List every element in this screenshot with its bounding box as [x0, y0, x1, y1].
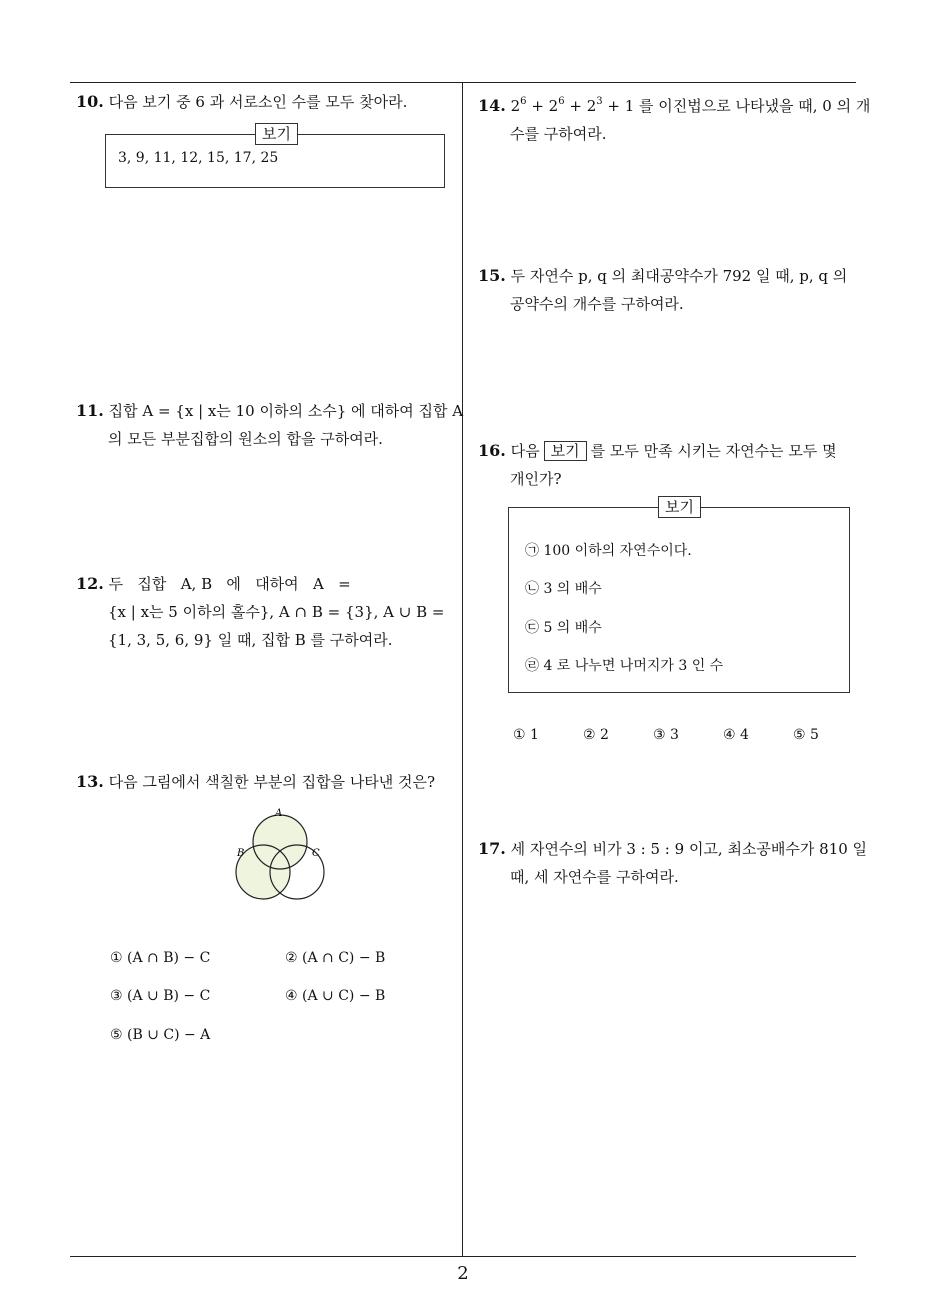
question-text: 다음 그림에서 색칠한 부분의 집합을 나타낸 것은?	[108, 773, 436, 791]
question-text-line2: 때, 세 자연수를 구하여라.	[510, 868, 679, 886]
question-text: 다음 보기 중 6 과 서로소인 수를 모두 찾아라.	[108, 93, 408, 111]
question-text-line2: 개인가?	[510, 470, 562, 488]
question-number: 12.	[76, 574, 104, 593]
choice-3[interactable]: ③ (A ∪ B) − C	[110, 988, 211, 1004]
question-text-line2: 수를 구하여라.	[510, 125, 607, 143]
condition-1: ㉠ 100 이하의 자연수이다.	[525, 543, 692, 559]
question-10	[76, 88, 407, 116]
question-text-line2: 공약수의 개수를 구하여라.	[510, 295, 684, 313]
question-number: 17.	[478, 839, 506, 858]
power-term: $2^6$	[510, 96, 527, 115]
choice-5[interactable]: ⑤ (B ∪ C) − A	[110, 1027, 211, 1043]
choice-2[interactable]: ② (A ∩ C) − B	[285, 950, 386, 966]
question-number: 11.	[76, 401, 104, 420]
question-text-line2: 의 모든 부분집합의 원소의 합을 구하여라.	[108, 430, 383, 448]
question-text-line1: 두 집합 A, B 에 대하여 A =	[108, 575, 351, 593]
question-number: 16.	[478, 441, 506, 460]
example-box-content: 3, 9, 11, 12, 15, 17, 25	[118, 150, 279, 166]
choice-1[interactable]: ① 1	[513, 727, 539, 743]
question-14: 14. $2^6 + 2^6 + 2^3 + 1$ 를 이진법으로 나타냈을 때, 0 의 개 수를 구하여라.	[478, 88, 870, 148]
venn-label-a: A	[275, 808, 283, 819]
question-text-pre: 다음	[510, 442, 540, 460]
inline-example-label: 보기	[544, 441, 587, 461]
choice-1[interactable]: ① (A ∩ B) − C	[110, 950, 211, 966]
question-text-line1: 집합 A = {x | x는 10 이하의 소수} 에 대하여 집합 A	[108, 402, 464, 420]
top-rule	[70, 82, 856, 83]
question-15	[478, 262, 847, 318]
page-number: 2	[457, 1263, 469, 1284]
example-box-label: 보기	[658, 496, 701, 518]
choice-2[interactable]: ② 2	[583, 727, 609, 743]
condition-3: ㉢ 5 의 배수	[525, 620, 602, 636]
question-13	[76, 768, 435, 796]
question-11	[76, 397, 463, 453]
question-number: 14.	[478, 96, 506, 115]
bottom-rule	[70, 1256, 856, 1257]
question-12	[76, 570, 456, 654]
question-number: 13.	[76, 772, 104, 791]
choice-4[interactable]: ④ 4	[723, 727, 749, 743]
question-text-line3: {1, 3, 5, 6, 9} 일 때, 집합 B 를 구하여라.	[108, 631, 393, 649]
choice-5[interactable]: ⑤ 5	[793, 727, 819, 743]
question-16	[478, 437, 837, 493]
question-text-line1: 세 자연수의 비가 3 : 5 : 9 이고, 최소공배수가 810 일	[510, 840, 868, 858]
example-box-label: 보기	[255, 123, 298, 145]
question-17	[478, 835, 867, 891]
question-text-line2: {x | x는 5 이하의 홀수}, A ∩ B = {3}, A ∪ B =	[108, 603, 445, 621]
venn-label-b: B	[237, 848, 245, 859]
question-text-line1: 두 자연수 p, q 의 최대공약수가 792 일 때, p, q 의	[510, 267, 848, 285]
column-divider	[462, 82, 463, 1256]
condition-4: ㉣ 4 로 나누면 나머지가 3 인 수	[525, 658, 724, 674]
question-text-rest: + 1 를 이진법으로 나타냈을 때, 0 의 개	[607, 97, 871, 115]
venn-label-c: C	[312, 848, 320, 859]
condition-2: ㉡ 3 의 배수	[525, 581, 602, 597]
power-term: $2^6$	[548, 96, 565, 115]
venn-diagram	[225, 800, 355, 910]
question-number: 15.	[478, 266, 506, 285]
choice-3[interactable]: ③ 3	[653, 727, 679, 743]
question-number: 10.	[76, 92, 104, 111]
choice-4[interactable]: ④ (A ∪ C) − B	[285, 988, 386, 1004]
question-text-post: 를 모두 만족 시키는 자연수는 모두 몇	[590, 442, 837, 460]
power-term: $2^3$	[586, 96, 603, 115]
